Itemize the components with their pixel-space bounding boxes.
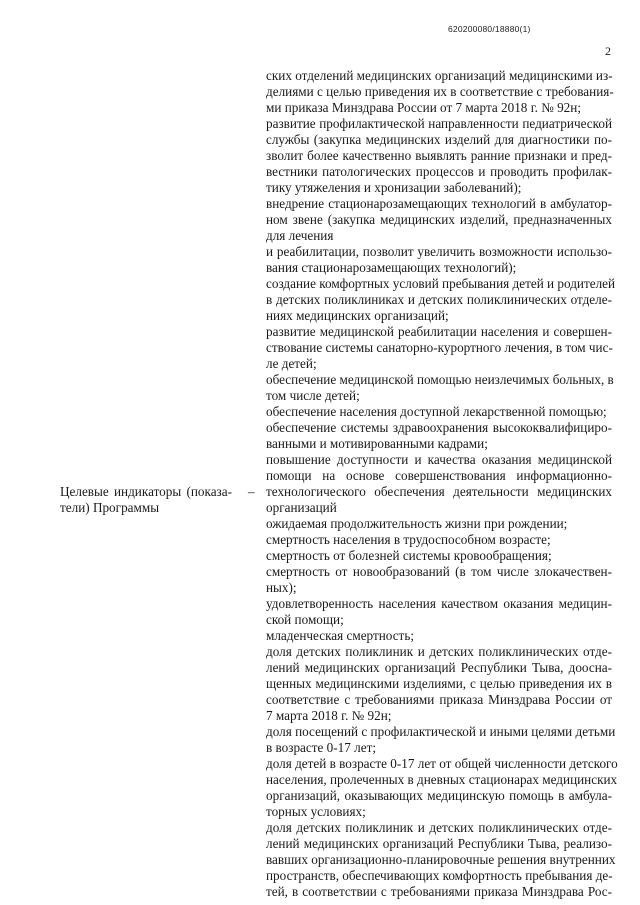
text-line: делиями с целью приведения их в соответствие с требования- <box>266 84 614 99</box>
text-line: помощи на основе совершенствования информационно- <box>266 468 612 483</box>
page-number: 2 <box>605 44 611 58</box>
text-line: лений медицинских организаций Республики Тыва, реализо- <box>266 836 612 851</box>
text-line: пространств, обеспечивающих комфортность пребывания де- <box>266 868 613 883</box>
text-line: торных условиях; <box>266 804 366 819</box>
text-line: щенных медицинскими изделиями, с целью приведения их в <box>266 676 612 691</box>
text-line: вания стационарозамещающих технологий); <box>266 260 517 275</box>
text-line: лений медицинских организаций Республики Тыва, доосна- <box>266 660 612 675</box>
text-line: ской помощи; <box>266 612 344 627</box>
text-line: в возрасте 0-17 лет; <box>266 740 377 755</box>
text-line: вавших организационно-планировочные решения внутренних <box>266 852 616 867</box>
text-line: вестники патологических процессов и проводить профилак- <box>266 164 612 179</box>
text-line: населения, пролеченных в дневных стационарах медицинских <box>266 772 618 787</box>
text-line: обеспечение населения доступной лекарственной помощью; <box>266 404 607 419</box>
text-line: смертность от болезней системы кровообращения; <box>266 548 552 563</box>
text-line: технологического обеспечения деятельности медицинских <box>266 484 612 499</box>
text-line: в детских поликлиниках и детских поликлинических отделе- <box>266 292 612 307</box>
text-line: ожидаемая продолжительность жизни при рождении; <box>266 516 568 531</box>
text-line: младенческая смертность; <box>266 628 414 643</box>
text-line: и реабилитации, позволит увеличить возможности использо- <box>266 244 612 259</box>
text-line: ствование системы санаторно-курортного лечения, в том чис- <box>266 340 613 355</box>
text-line: обеспечение системы здравоохранения высококвалифициро- <box>266 420 612 435</box>
section-label-target-indicators <box>60 484 232 516</box>
text-line: организаций, оказывающих медицинскую помощь в амбула- <box>266 788 612 803</box>
text-line: доля детских поликлиник и детских поликлинических отде- <box>266 644 612 659</box>
text-line: смертность от новообразований (в том числе злокачествен- <box>266 564 612 579</box>
text-line: повышение доступности и качества оказания медицинской <box>266 452 612 467</box>
text-line: обеспечение медицинской помощью неизлечимых больных, в <box>266 372 614 387</box>
section-label-line: тели) Программы <box>60 500 160 515</box>
text-line: развитие медицинской реабилитации населения и совершен- <box>266 324 612 339</box>
text-line: зволит более качественно выявлять ранние признаки и пред- <box>266 148 612 163</box>
text-line: ном звене (закупка медицинских изделий, предназначенных <box>266 212 612 227</box>
text-line: создание комфортных условий пребывания детей и родителей <box>266 276 616 291</box>
text-line: организаций <box>266 500 337 515</box>
section-label-line: Целевые индикаторы (показа- <box>60 484 232 499</box>
text-line: том числе детей; <box>266 388 360 403</box>
text-line: ле детей; <box>266 356 317 371</box>
text-line: соответствие с требованиями приказа Минздрава России от <box>266 692 612 707</box>
section-body-text <box>266 68 618 900</box>
text-line: доля детей в возрасте 0-17 лет от общей численности детского <box>266 756 618 771</box>
text-line: доля детских поликлиник и детских поликлинических отде- <box>266 820 612 835</box>
text-line: развитие профилактической направленности педиатрической <box>266 116 612 131</box>
text-line: тику утяжеления и хронизации заболеваний); <box>266 180 522 195</box>
text-line: ских отделений медицинских организаций медицинскими из- <box>266 68 613 83</box>
text-line: ниях медицинских организаций; <box>266 308 449 323</box>
text-line: внедрение стационарозамещающих технологий в амбулатор- <box>266 196 612 211</box>
text-line: ванными и мотивированными кадрами; <box>266 436 488 451</box>
text-line: удовлетворенность населения качеством оказания медицин- <box>266 596 612 611</box>
separator-dash: – <box>248 484 255 499</box>
text-line: тей, в соответствии с требованиями приказа Минздрава Рос- <box>266 884 612 899</box>
text-line: службы (закупка медицинских изделий для диагностики по- <box>266 132 612 147</box>
text-line: для лечения <box>266 228 334 243</box>
text-line: смертность населения в трудоспособном возрасте; <box>266 532 551 547</box>
text-line: доля посещений с профилактической и иными целями детьми <box>266 724 616 739</box>
text-line: ных); <box>266 580 297 595</box>
text-line: ми приказа Минздрава России от 7 марта 2018 г. № 92н; <box>266 100 581 115</box>
document-id: 620200080/18880(1) <box>448 24 531 34</box>
text-line: 7 марта 2018 г. № 92н; <box>266 708 392 723</box>
